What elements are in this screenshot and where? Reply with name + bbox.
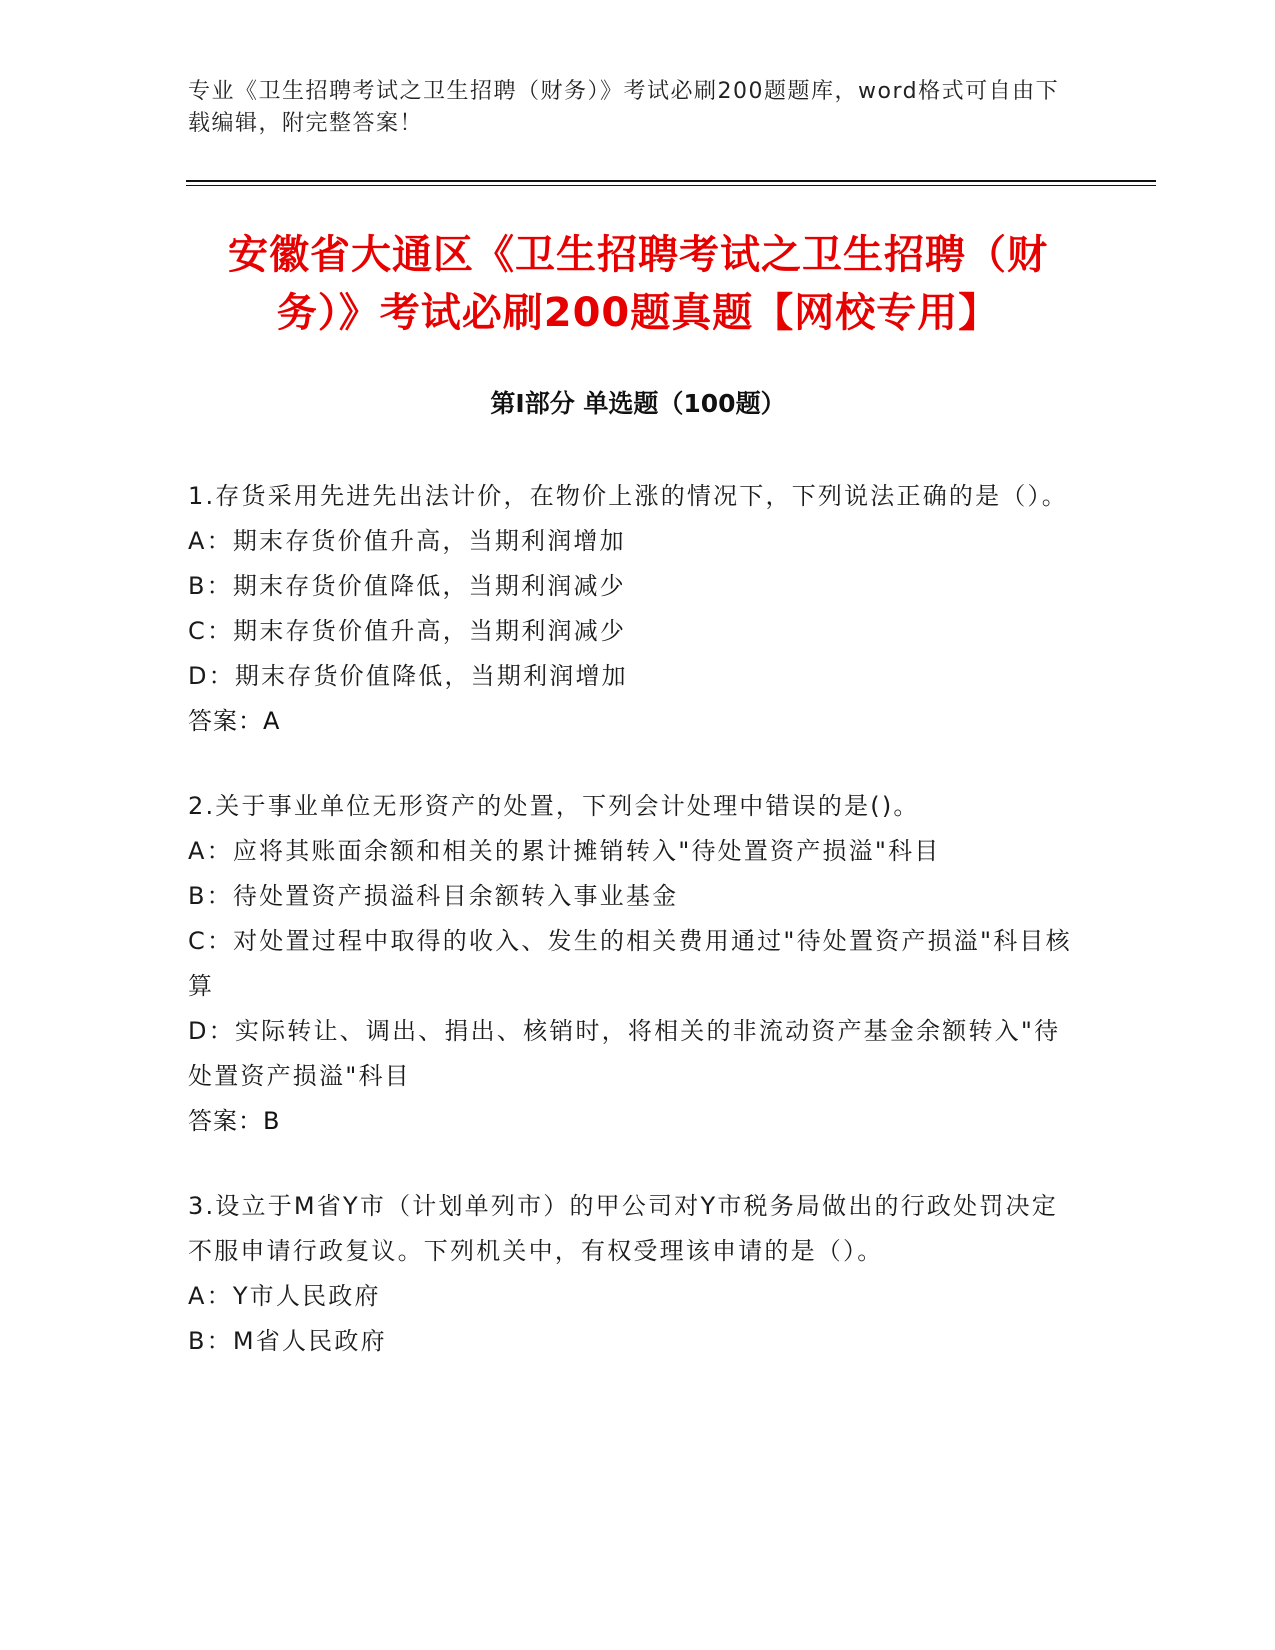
question-list <box>188 474 1078 1404</box>
header-divider-thick <box>186 180 1156 182</box>
question-2 <box>188 784 1078 1144</box>
option-b: B：期末存货价值降低，当期利润减少 <box>188 572 626 600</box>
header-divider-thin <box>186 185 1156 186</box>
option-b: B：M省人民政府 <box>188 1327 387 1355</box>
option-a: A：期末存货价值升高，当期利润增加 <box>188 527 626 555</box>
option-a: A：应将其账面余额和相关的累计摊销转入"待处置资产损溢"科目 <box>188 837 941 865</box>
question-1 <box>188 474 1078 744</box>
option-a: A：Y市人民政府 <box>188 1282 381 1310</box>
section-title: 第I部分 单选题（100题） <box>490 389 786 418</box>
option-d: D：期末存货价值降低，当期利润增加 <box>188 662 628 690</box>
document-title: 安徽省大通区《卫生招聘考试之卫生招聘（财务）》考试必刷200题真题【网校专用】 <box>228 232 1048 336</box>
question-3 <box>188 1184 1078 1364</box>
question-stem: 2.关于事业单位无形资产的处置，下列会计处理中错误的是()。 <box>188 792 920 820</box>
option-c: C：对处置过程中取得的收入、发生的相关费用通过"待处置资产损溢"科目核算 <box>188 927 1072 1000</box>
question-stem: 3.设立于M省Y市（计划单列市）的甲公司对Y市税务局做出的行政处罚决定不服申请行政复议。下列机关中，有权受理该申请的是（）。 <box>188 1192 1058 1265</box>
question-stem: 1.存货采用先进先出法计价，在物价上涨的情况下，下列说法正确的是（）。 <box>188 482 1068 510</box>
answer: 答案：B <box>188 1107 281 1135</box>
header-note: 专业《卫生招聘考试之卫生招聘（财务）》考试必刷200题题库，word格式可自由下载编辑，附完整答案！ <box>188 79 1060 136</box>
option-b: B：待处置资产损溢科目余额转入事业基金 <box>188 882 679 910</box>
option-d: D：实际转让、调出、捐出、核销时，将相关的非流动资产基金余额转入"待处置资产损溢"科目 <box>188 1017 1061 1090</box>
option-c: C：期末存货价值升高，当期利润减少 <box>188 617 627 645</box>
answer: 答案：A <box>188 707 281 735</box>
